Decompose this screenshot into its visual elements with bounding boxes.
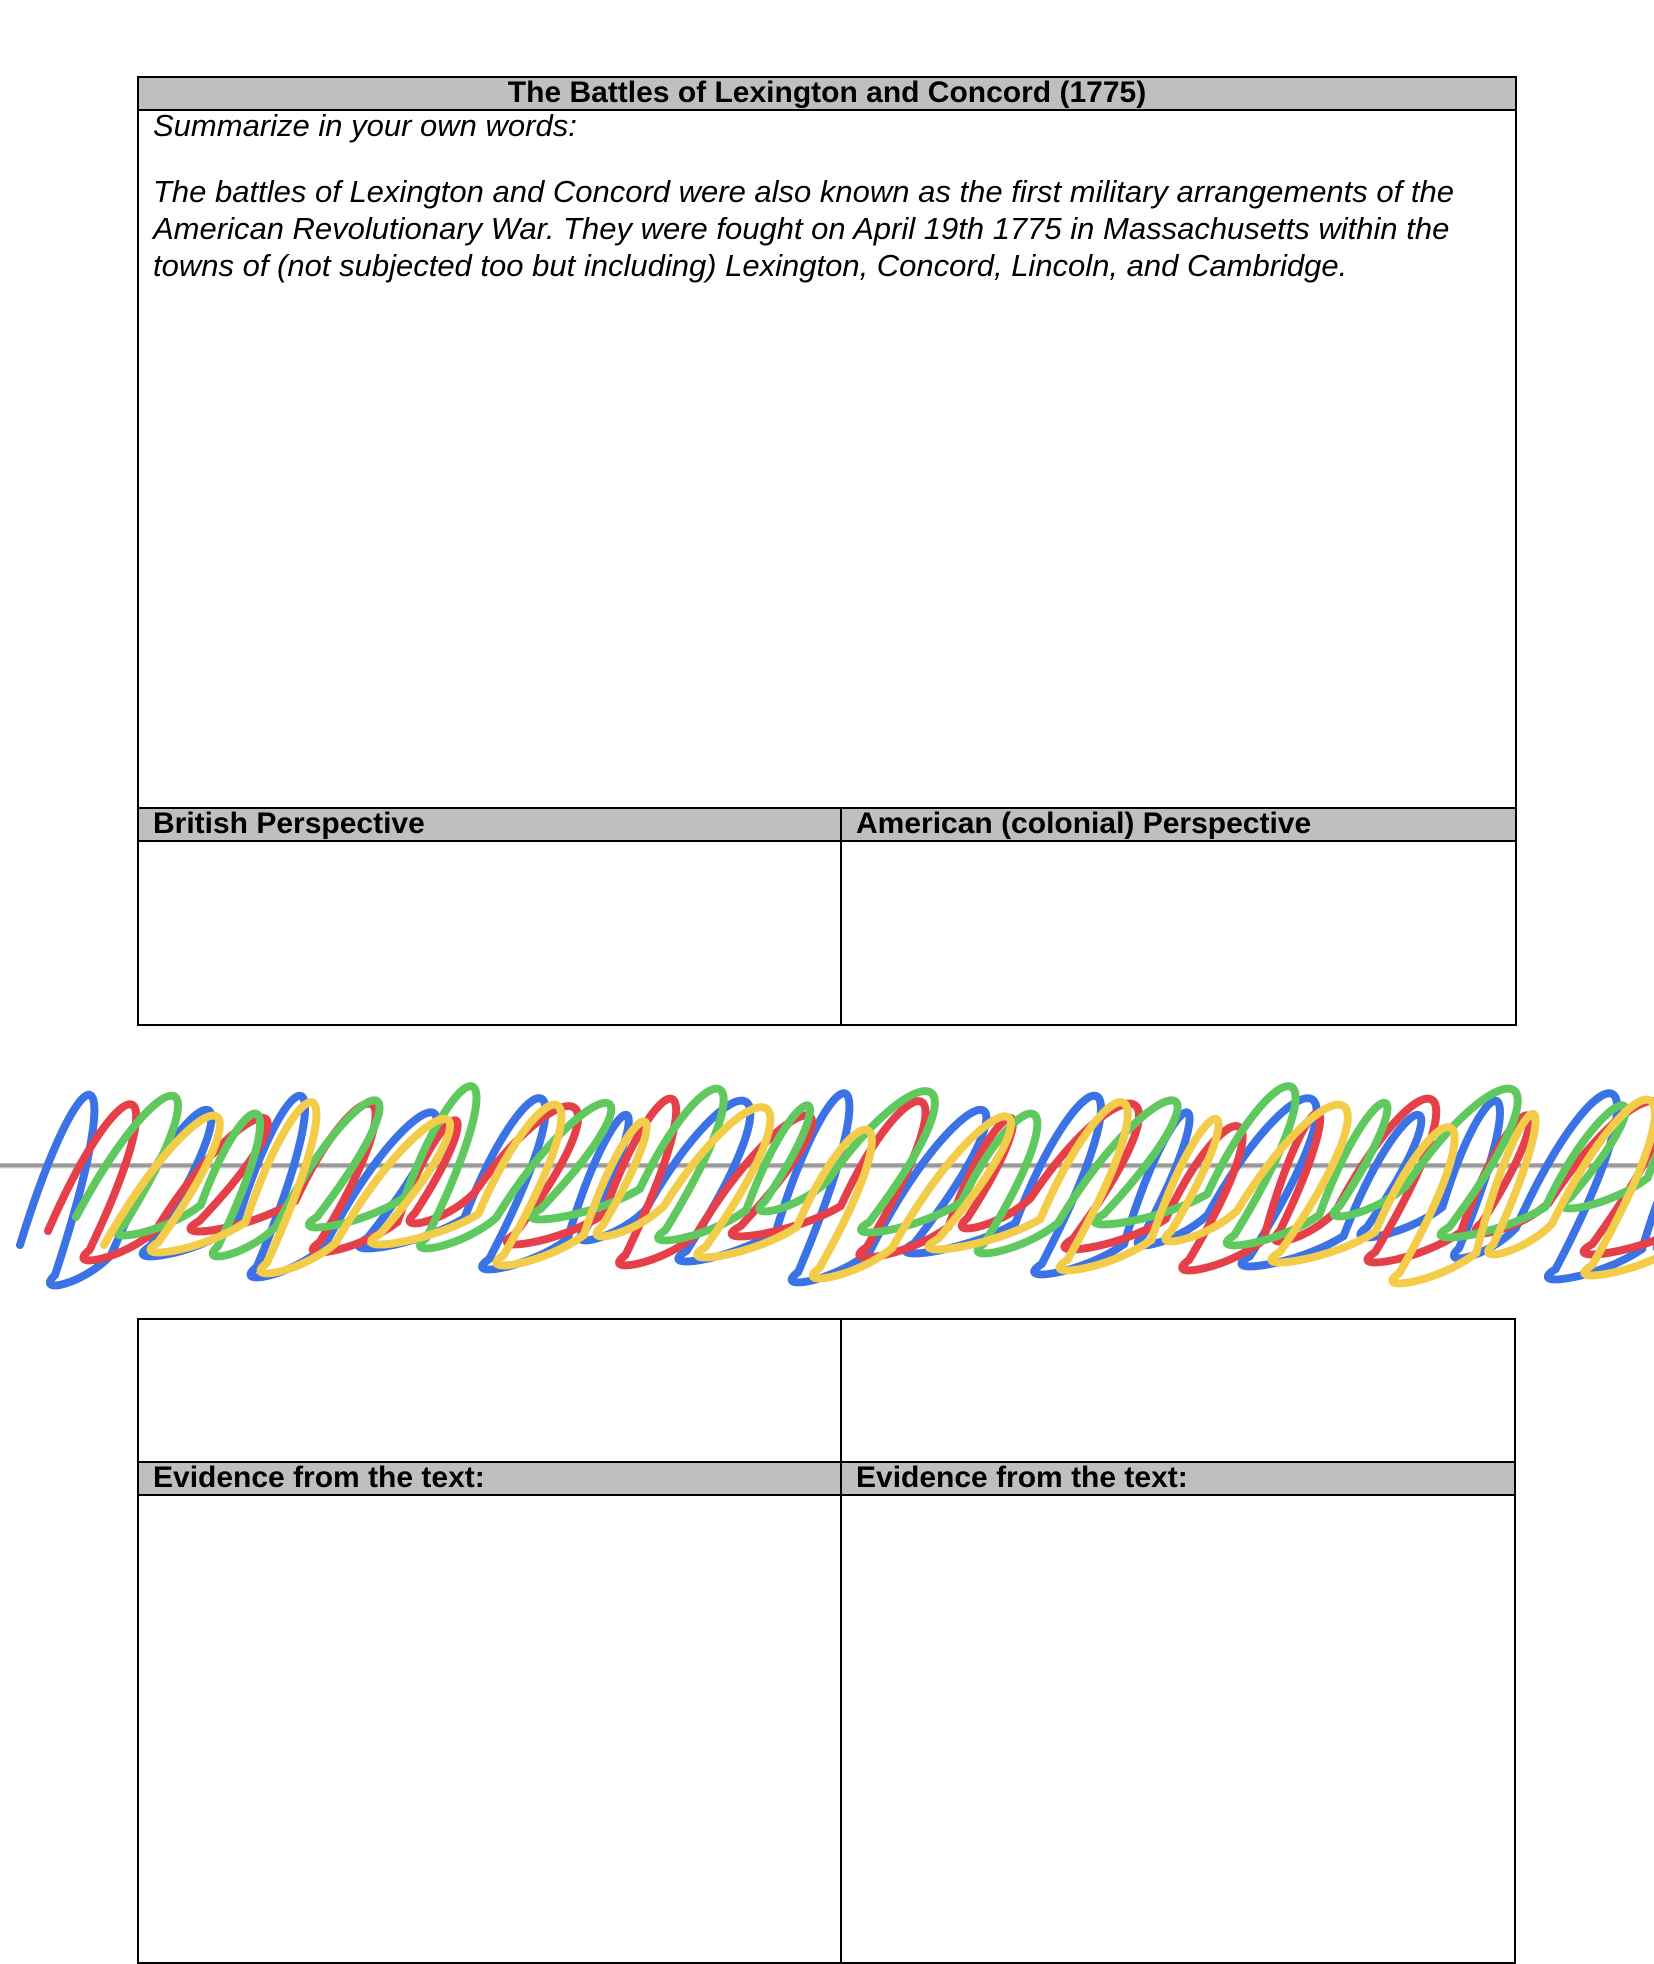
british-perspective-answer[interactable] [137, 840, 842, 1026]
summary-text: The battles of Lexington and Concord were also known as the first military arrangements of the American Revolutionary War. They were fought on April 19th 1775 in Massachusetts within the towns of (not subjected too but including) Lexington, Concord, Lincoln, and Cambridge. [153, 174, 1454, 283]
british-perspective-header: British Perspective [137, 807, 842, 842]
american-perspective-answer[interactable] [840, 840, 1517, 1026]
british-evidence-box[interactable] [137, 1494, 842, 1964]
british-evidence-header: Evidence from the text: [137, 1461, 842, 1496]
american-evidence-box[interactable] [840, 1494, 1516, 1964]
british-perspective-answer-continued[interactable] [137, 1318, 842, 1463]
american-perspective-header: American (colonial) Perspective [840, 807, 1517, 842]
worksheet-title: The Battles of Lexington and Concord (1775) [137, 76, 1517, 111]
summary-prompt: Summarize in your own words: [153, 108, 577, 143]
summary-box[interactable] [137, 109, 1517, 809]
american-evidence-header: Evidence from the text: [840, 1461, 1516, 1496]
american-perspective-answer-continued[interactable] [840, 1318, 1516, 1463]
